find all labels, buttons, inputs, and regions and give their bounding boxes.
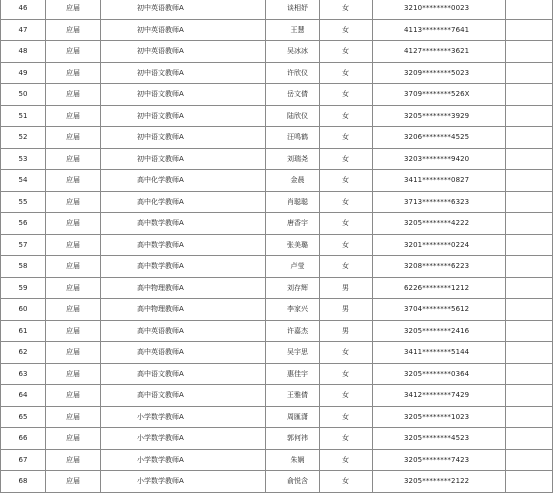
cell-name: 吴冰冰 bbox=[266, 41, 320, 63]
table-row bbox=[1, 471, 553, 493]
cell-candidate-type: 应届 bbox=[46, 342, 101, 364]
cell-remark bbox=[506, 148, 553, 170]
cell-candidate-type: 应届 bbox=[46, 277, 101, 299]
table-row bbox=[1, 406, 553, 428]
table-row bbox=[1, 385, 553, 407]
cell-position: 高中数学教师A bbox=[101, 256, 266, 278]
cell-remark bbox=[506, 320, 553, 342]
cell-number: 66 bbox=[1, 428, 46, 450]
cell-position: 高中化学教师A bbox=[101, 170, 266, 192]
table-row bbox=[1, 213, 553, 235]
cell-remark bbox=[506, 428, 553, 450]
cell-number: 67 bbox=[1, 449, 46, 471]
cell-candidate-type: 应届 bbox=[46, 148, 101, 170]
cell-position: 高中物理教师A bbox=[101, 299, 266, 321]
cell-id-number: 3205********4523 bbox=[373, 428, 506, 450]
cell-candidate-type: 应届 bbox=[46, 105, 101, 127]
cell-number: 58 bbox=[1, 256, 46, 278]
cell-gender: 女 bbox=[320, 385, 373, 407]
cell-id-number: 3411********5144 bbox=[373, 342, 506, 364]
cell-number: 68 bbox=[1, 471, 46, 493]
cell-id-number: 3205********1023 bbox=[373, 406, 506, 428]
cell-gender: 女 bbox=[320, 19, 373, 41]
cell-name: 王雅倩 bbox=[266, 385, 320, 407]
table-row bbox=[1, 191, 553, 213]
cell-position: 初中语文教师A bbox=[101, 62, 266, 84]
table-row bbox=[1, 41, 553, 63]
cell-candidate-type: 应届 bbox=[46, 428, 101, 450]
table-row bbox=[1, 62, 553, 84]
cell-remark bbox=[506, 342, 553, 364]
cell-gender: 女 bbox=[320, 170, 373, 192]
table-row bbox=[1, 449, 553, 471]
cell-remark bbox=[506, 0, 553, 19]
table-row bbox=[1, 127, 553, 149]
cell-remark bbox=[506, 471, 553, 493]
cell-gender: 女 bbox=[320, 449, 373, 471]
table-row bbox=[1, 342, 553, 364]
cell-position: 高中化学教师A bbox=[101, 191, 266, 213]
table-row bbox=[1, 256, 553, 278]
roster-table-body bbox=[1, 0, 553, 492]
cell-position: 初中语文教师A bbox=[101, 84, 266, 106]
cell-number: 56 bbox=[1, 213, 46, 235]
cell-remark bbox=[506, 41, 553, 63]
cell-gender: 女 bbox=[320, 363, 373, 385]
cell-id-number: 3205********2122 bbox=[373, 471, 506, 493]
cell-number: 48 bbox=[1, 41, 46, 63]
cell-candidate-type: 应届 bbox=[46, 41, 101, 63]
table-row bbox=[1, 84, 553, 106]
cell-candidate-type: 应届 bbox=[46, 19, 101, 41]
table-row bbox=[1, 363, 553, 385]
cell-number: 57 bbox=[1, 234, 46, 256]
cell-id-number: 3208********6223 bbox=[373, 256, 506, 278]
cell-remark bbox=[506, 127, 553, 149]
cell-candidate-type: 应届 bbox=[46, 234, 101, 256]
cell-id-number: 3210********0023 bbox=[373, 0, 506, 19]
cell-remark bbox=[506, 234, 553, 256]
cell-position: 高中英语教师A bbox=[101, 320, 266, 342]
cell-remark bbox=[506, 105, 553, 127]
cell-candidate-type: 应届 bbox=[46, 406, 101, 428]
cell-number: 61 bbox=[1, 320, 46, 342]
cell-number: 51 bbox=[1, 105, 46, 127]
table-row bbox=[1, 0, 553, 19]
table-row bbox=[1, 148, 553, 170]
cell-position: 小学数学教师A bbox=[101, 428, 266, 450]
table-row bbox=[1, 428, 553, 450]
cell-position: 小学数学教师A bbox=[101, 449, 266, 471]
cell-number: 64 bbox=[1, 385, 46, 407]
cell-name: 唐香宇 bbox=[266, 213, 320, 235]
cell-remark bbox=[506, 256, 553, 278]
cell-candidate-type: 应届 bbox=[46, 191, 101, 213]
cell-name: 吴宇思 bbox=[266, 342, 320, 364]
cell-position: 初中语文教师A bbox=[101, 127, 266, 149]
cell-candidate-type: 应届 bbox=[46, 256, 101, 278]
cell-gender: 女 bbox=[320, 256, 373, 278]
cell-name: 刘存辉 bbox=[266, 277, 320, 299]
cell-gender: 女 bbox=[320, 105, 373, 127]
cell-id-number: 3205********4222 bbox=[373, 213, 506, 235]
cell-id-number: 3704********5612 bbox=[373, 299, 506, 321]
table-row bbox=[1, 277, 553, 299]
cell-remark bbox=[506, 277, 553, 299]
cell-id-number: 3201********0224 bbox=[373, 234, 506, 256]
cell-position: 初中英语教师A bbox=[101, 0, 266, 19]
cell-gender: 女 bbox=[320, 428, 373, 450]
cell-id-number: 6226********1212 bbox=[373, 277, 506, 299]
cell-candidate-type: 应届 bbox=[46, 471, 101, 493]
cell-id-number: 4127********3621 bbox=[373, 41, 506, 63]
cell-number: 62 bbox=[1, 342, 46, 364]
cell-name: 郭何祎 bbox=[266, 428, 320, 450]
cell-name: 岳文倩 bbox=[266, 84, 320, 106]
table-row bbox=[1, 105, 553, 127]
cell-remark bbox=[506, 62, 553, 84]
cell-position: 初中英语教师A bbox=[101, 41, 266, 63]
cell-id-number: 3205********2416 bbox=[373, 320, 506, 342]
cell-number: 53 bbox=[1, 148, 46, 170]
cell-name: 周匯潇 bbox=[266, 406, 320, 428]
cell-name: 汪鸣鹤 bbox=[266, 127, 320, 149]
cell-remark bbox=[506, 213, 553, 235]
cell-remark bbox=[506, 299, 553, 321]
cell-candidate-type: 应届 bbox=[46, 0, 101, 19]
cell-position: 高中语文教师A bbox=[101, 385, 266, 407]
cell-remark bbox=[506, 191, 553, 213]
cell-name: 俞悦含 bbox=[266, 471, 320, 493]
cell-candidate-type: 应届 bbox=[46, 320, 101, 342]
cell-number: 52 bbox=[1, 127, 46, 149]
cell-candidate-type: 应届 bbox=[46, 449, 101, 471]
cell-position: 初中英语教师A bbox=[101, 19, 266, 41]
cell-position: 高中数学教师A bbox=[101, 213, 266, 235]
cell-name: 王慧 bbox=[266, 19, 320, 41]
table-row bbox=[1, 234, 553, 256]
cell-gender: 女 bbox=[320, 41, 373, 63]
cell-number: 54 bbox=[1, 170, 46, 192]
cell-gender: 女 bbox=[320, 471, 373, 493]
cell-gender: 女 bbox=[320, 148, 373, 170]
cell-name: 许欣仪 bbox=[266, 62, 320, 84]
cell-id-number: 3205********0364 bbox=[373, 363, 506, 385]
cell-gender: 女 bbox=[320, 213, 373, 235]
cell-candidate-type: 应届 bbox=[46, 385, 101, 407]
cell-remark bbox=[506, 363, 553, 385]
cell-candidate-type: 应届 bbox=[46, 84, 101, 106]
cell-name: 金晨 bbox=[266, 170, 320, 192]
cell-id-number: 3713********6323 bbox=[373, 191, 506, 213]
cell-gender: 女 bbox=[320, 84, 373, 106]
cell-gender: 女 bbox=[320, 191, 373, 213]
cell-number: 46 bbox=[1, 0, 46, 19]
cell-id-number: 3209********5023 bbox=[373, 62, 506, 84]
cell-number: 47 bbox=[1, 19, 46, 41]
cell-name: 刘瑞尧 bbox=[266, 148, 320, 170]
cell-name: 陆欣仪 bbox=[266, 105, 320, 127]
cell-candidate-type: 应届 bbox=[46, 213, 101, 235]
cell-name: 惠佳宇 bbox=[266, 363, 320, 385]
cell-number: 59 bbox=[1, 277, 46, 299]
cell-position: 高中数学教师A bbox=[101, 234, 266, 256]
cell-name: 谈相妤 bbox=[266, 0, 320, 19]
table-row bbox=[1, 299, 553, 321]
cell-remark bbox=[506, 449, 553, 471]
cell-position: 初中语文教师A bbox=[101, 148, 266, 170]
cell-remark bbox=[506, 170, 553, 192]
cell-id-number: 3206********4525 bbox=[373, 127, 506, 149]
cell-position: 高中语文教师A bbox=[101, 363, 266, 385]
table-row bbox=[1, 170, 553, 192]
cell-number: 49 bbox=[1, 62, 46, 84]
cell-gender: 男 bbox=[320, 299, 373, 321]
cell-number: 65 bbox=[1, 406, 46, 428]
cell-name: 李家兴 bbox=[266, 299, 320, 321]
cell-candidate-type: 应届 bbox=[46, 299, 101, 321]
cell-id-number: 3411********0827 bbox=[373, 170, 506, 192]
cell-gender: 女 bbox=[320, 0, 373, 19]
table-row bbox=[1, 320, 553, 342]
cell-gender: 男 bbox=[320, 277, 373, 299]
cell-number: 55 bbox=[1, 191, 46, 213]
table-row bbox=[1, 19, 553, 41]
cell-name: 肖聪聪 bbox=[266, 191, 320, 213]
cell-position: 高中英语教师A bbox=[101, 342, 266, 364]
cell-position: 小学数学教师A bbox=[101, 471, 266, 493]
cell-number: 63 bbox=[1, 363, 46, 385]
cell-gender: 女 bbox=[320, 342, 373, 364]
cell-name: 许嘉杰 bbox=[266, 320, 320, 342]
cell-remark bbox=[506, 19, 553, 41]
cell-id-number: 3709********526X bbox=[373, 84, 506, 106]
cell-id-number: 4113********7641 bbox=[373, 19, 506, 41]
cell-id-number: 3205********3929 bbox=[373, 105, 506, 127]
cell-id-number: 3205********7423 bbox=[373, 449, 506, 471]
cell-gender: 女 bbox=[320, 127, 373, 149]
cell-gender: 男 bbox=[320, 320, 373, 342]
cell-name: 张美璐 bbox=[266, 234, 320, 256]
cell-name: 朱娴 bbox=[266, 449, 320, 471]
cell-candidate-type: 应届 bbox=[46, 62, 101, 84]
cell-number: 50 bbox=[1, 84, 46, 106]
cell-remark bbox=[506, 84, 553, 106]
cell-position: 高中物理教师A bbox=[101, 277, 266, 299]
cell-gender: 女 bbox=[320, 406, 373, 428]
cell-gender: 女 bbox=[320, 62, 373, 84]
cell-id-number: 3203********9420 bbox=[373, 148, 506, 170]
cell-candidate-type: 应届 bbox=[46, 127, 101, 149]
cell-remark bbox=[506, 406, 553, 428]
cell-number: 60 bbox=[1, 299, 46, 321]
cell-name: 卢莹 bbox=[266, 256, 320, 278]
cell-position: 小学数学教师A bbox=[101, 406, 266, 428]
cell-remark bbox=[506, 385, 553, 407]
cell-candidate-type: 应届 bbox=[46, 170, 101, 192]
cell-position: 初中语文教师A bbox=[101, 105, 266, 127]
cell-gender: 女 bbox=[320, 234, 373, 256]
cell-candidate-type: 应届 bbox=[46, 363, 101, 385]
cell-id-number: 3412********7429 bbox=[373, 385, 506, 407]
